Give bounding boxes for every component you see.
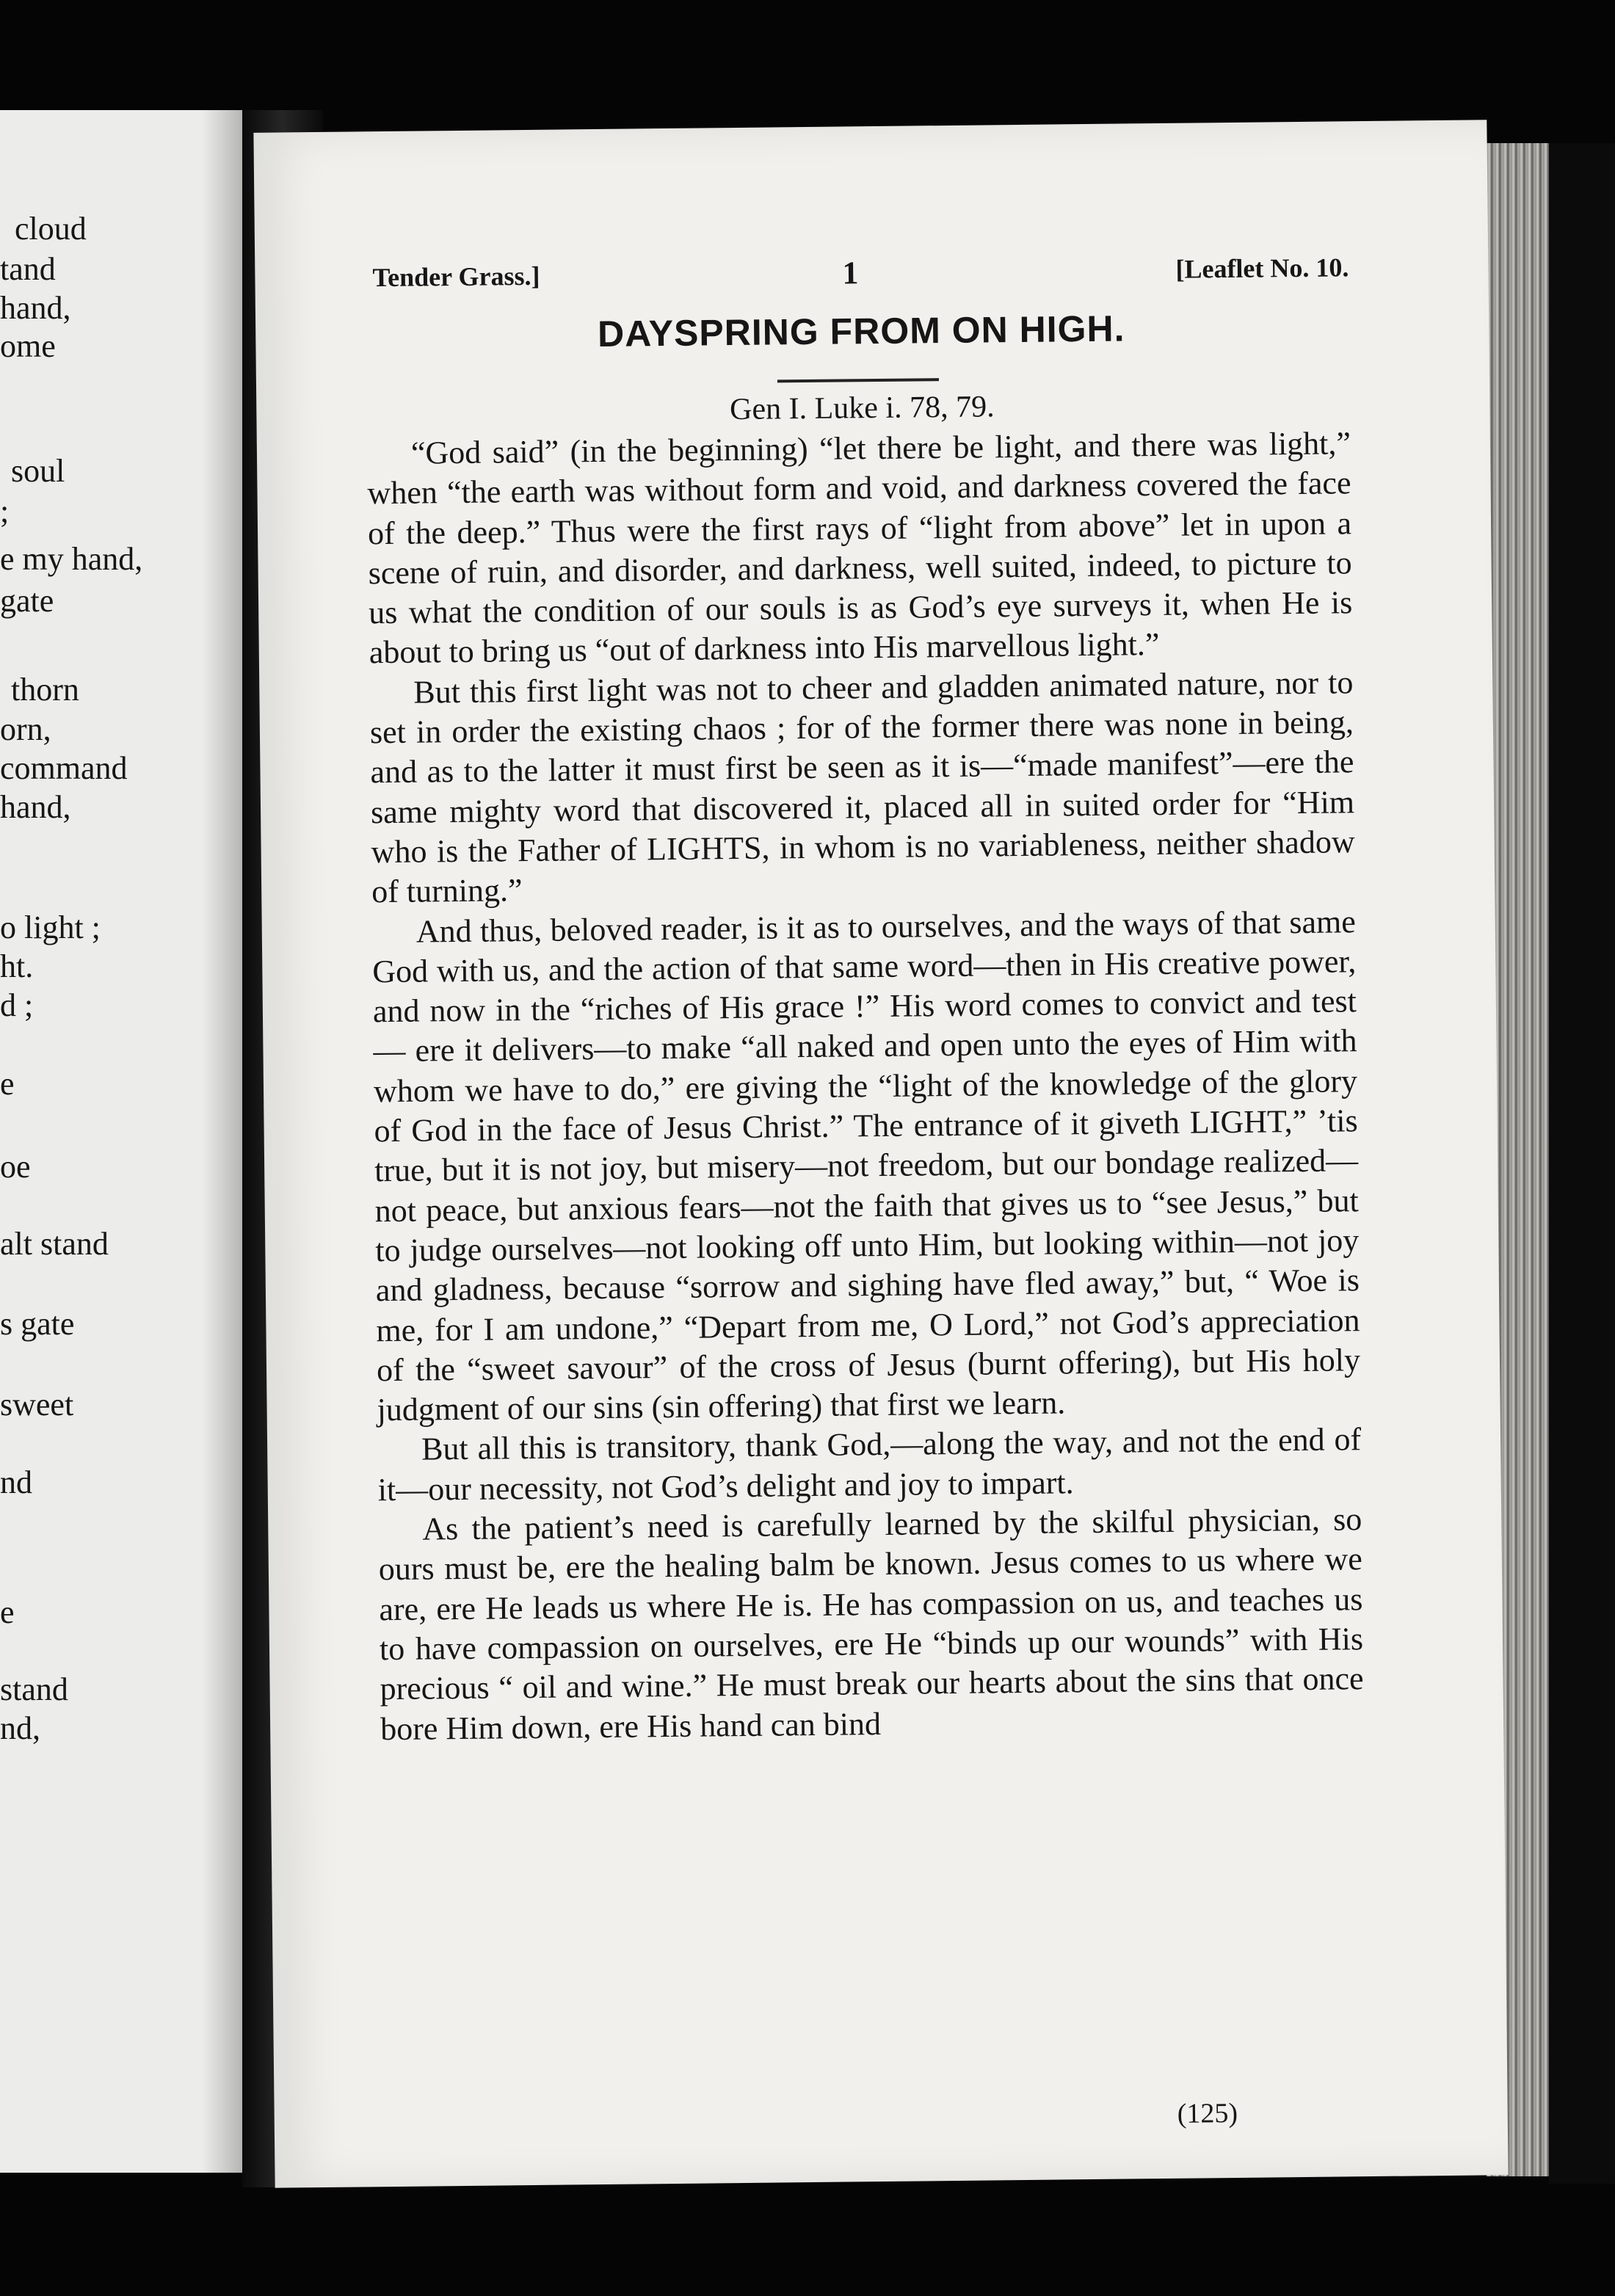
page-title: DAYSPRING FROM ON HIGH. [597, 308, 1125, 355]
left-page-line: soul [11, 453, 65, 489]
left-page-line: d ; [0, 987, 34, 1023]
left-facing-page [0, 110, 246, 2173]
left-page-line: command [0, 750, 128, 786]
running-head-right: [Leaflet No. 10. [1175, 253, 1349, 284]
body-text [367, 424, 1365, 1749]
main-page [253, 120, 1508, 2187]
left-page-line: cloud [15, 211, 87, 247]
left-page-line: orn, [0, 711, 51, 747]
left-page-line: ; [0, 493, 10, 529]
left-page-line: hand, [0, 290, 71, 326]
left-page-line: ht. [0, 948, 34, 984]
left-page-line: s gate [0, 1306, 75, 1342]
left-page-line: o light ; [0, 909, 101, 945]
left-page-line: thorn [11, 672, 79, 708]
left-page-line: tand [0, 251, 56, 287]
left-page-line: ome [0, 328, 56, 364]
left-page-line: e [0, 1594, 15, 1630]
left-page-line: nd, [0, 1710, 40, 1746]
left-page-line: sweet [0, 1387, 74, 1423]
scripture-reference: Gen I. Luke i. 78, 79. [729, 390, 995, 427]
left-page-line: e [0, 1066, 15, 1102]
background-edge [1549, 143, 1615, 2184]
left-page-line: gate [0, 583, 54, 619]
left-page-line: stand [0, 1671, 68, 1707]
running-head [372, 252, 1349, 306]
running-head-left: Tender Grass.] [372, 261, 540, 293]
left-page-line: e my hand, [0, 541, 143, 577]
paragraph: And thus, beloved reader, is it as to ourselves, and the ways of that same God with us, and the action of that same word—then in His creative power, and now in the “riches of His grace !” His word comes to convict and test— ere it delivers—to make “all naked and open unto the eyes of Him with whom we have to do,” ere giving the “light of the knowledge of the glory of God in the face of Jesus Christ.” The entrance of it giveth LIGHT,” ’tis true, but it is not joy, but misery—not freedom, but our bondage realized—not peace, but anxious fears—not the faith that gives us to “see Jesus,” but to judge ourselves—not looking off unto Him, but looking within—not joy and gladness, because “sorrow and sighing have fled away,” but, “ Woe is me, for I am undone,” “Depart from me, O Lord,” not God’s appreciation of the “sweet savour” of the cross of Jesus (burnt offering), but His holy judgment of our sins (sin offering) that first we learn. [372, 903, 1361, 1428]
paragraph: But all this is transitory, thank God,—along the way, and not the end of it—our necessity, not God’s delight and joy to impart. [377, 1421, 1362, 1508]
left-page-line: alt stand [0, 1226, 109, 1262]
left-page-line: hand, [0, 789, 71, 825]
title-rule [777, 378, 939, 382]
left-page-shadow [202, 110, 246, 2173]
paragraph: As the patient’s need is carefully learned by the skilful physician, so ours must be, ere the healing balm be known. Jesus comes to us where we are, ere He leads us where He is. He has compassion on us, and teaches us to have compassion on ourselves, ere He “binds up our wounds” with His precious “ oil and wine.” He must break our hearts about the sins that once bore Him down, ere His hand can bind [378, 1501, 1364, 1747]
paragraph: But this first light was not to cheer and gladden animated nature, nor to set in order the existing chaos ; for of the former there was none in being, and as to the latter it must first be seen as it is—“made manifest”—ere the same mighty word that discovered it, placed all in suited order for “Him who is the Father of LIGHTS, in whom is no variableness, neither shadow of turning.” [369, 664, 1355, 910]
paragraph: “God said” (in the beginning) “let there be light, and there was light,” when “the earth was without form and void, and darkness covered the face of the deep.” Thus were the first rays of “light from above” let in upon a scene of ruin, and disorder, and darkness, well suited, indeed, to picture to us what the condition of our souls is as God’s eye surveys it, when He is about to bring us “out of darkness into His marvellous light.” [367, 425, 1353, 671]
left-page-line: nd [0, 1464, 32, 1500]
page-number: 1 [842, 255, 859, 291]
left-page-line: oe [0, 1149, 31, 1185]
folio-number: (125) [1177, 2097, 1238, 2129]
